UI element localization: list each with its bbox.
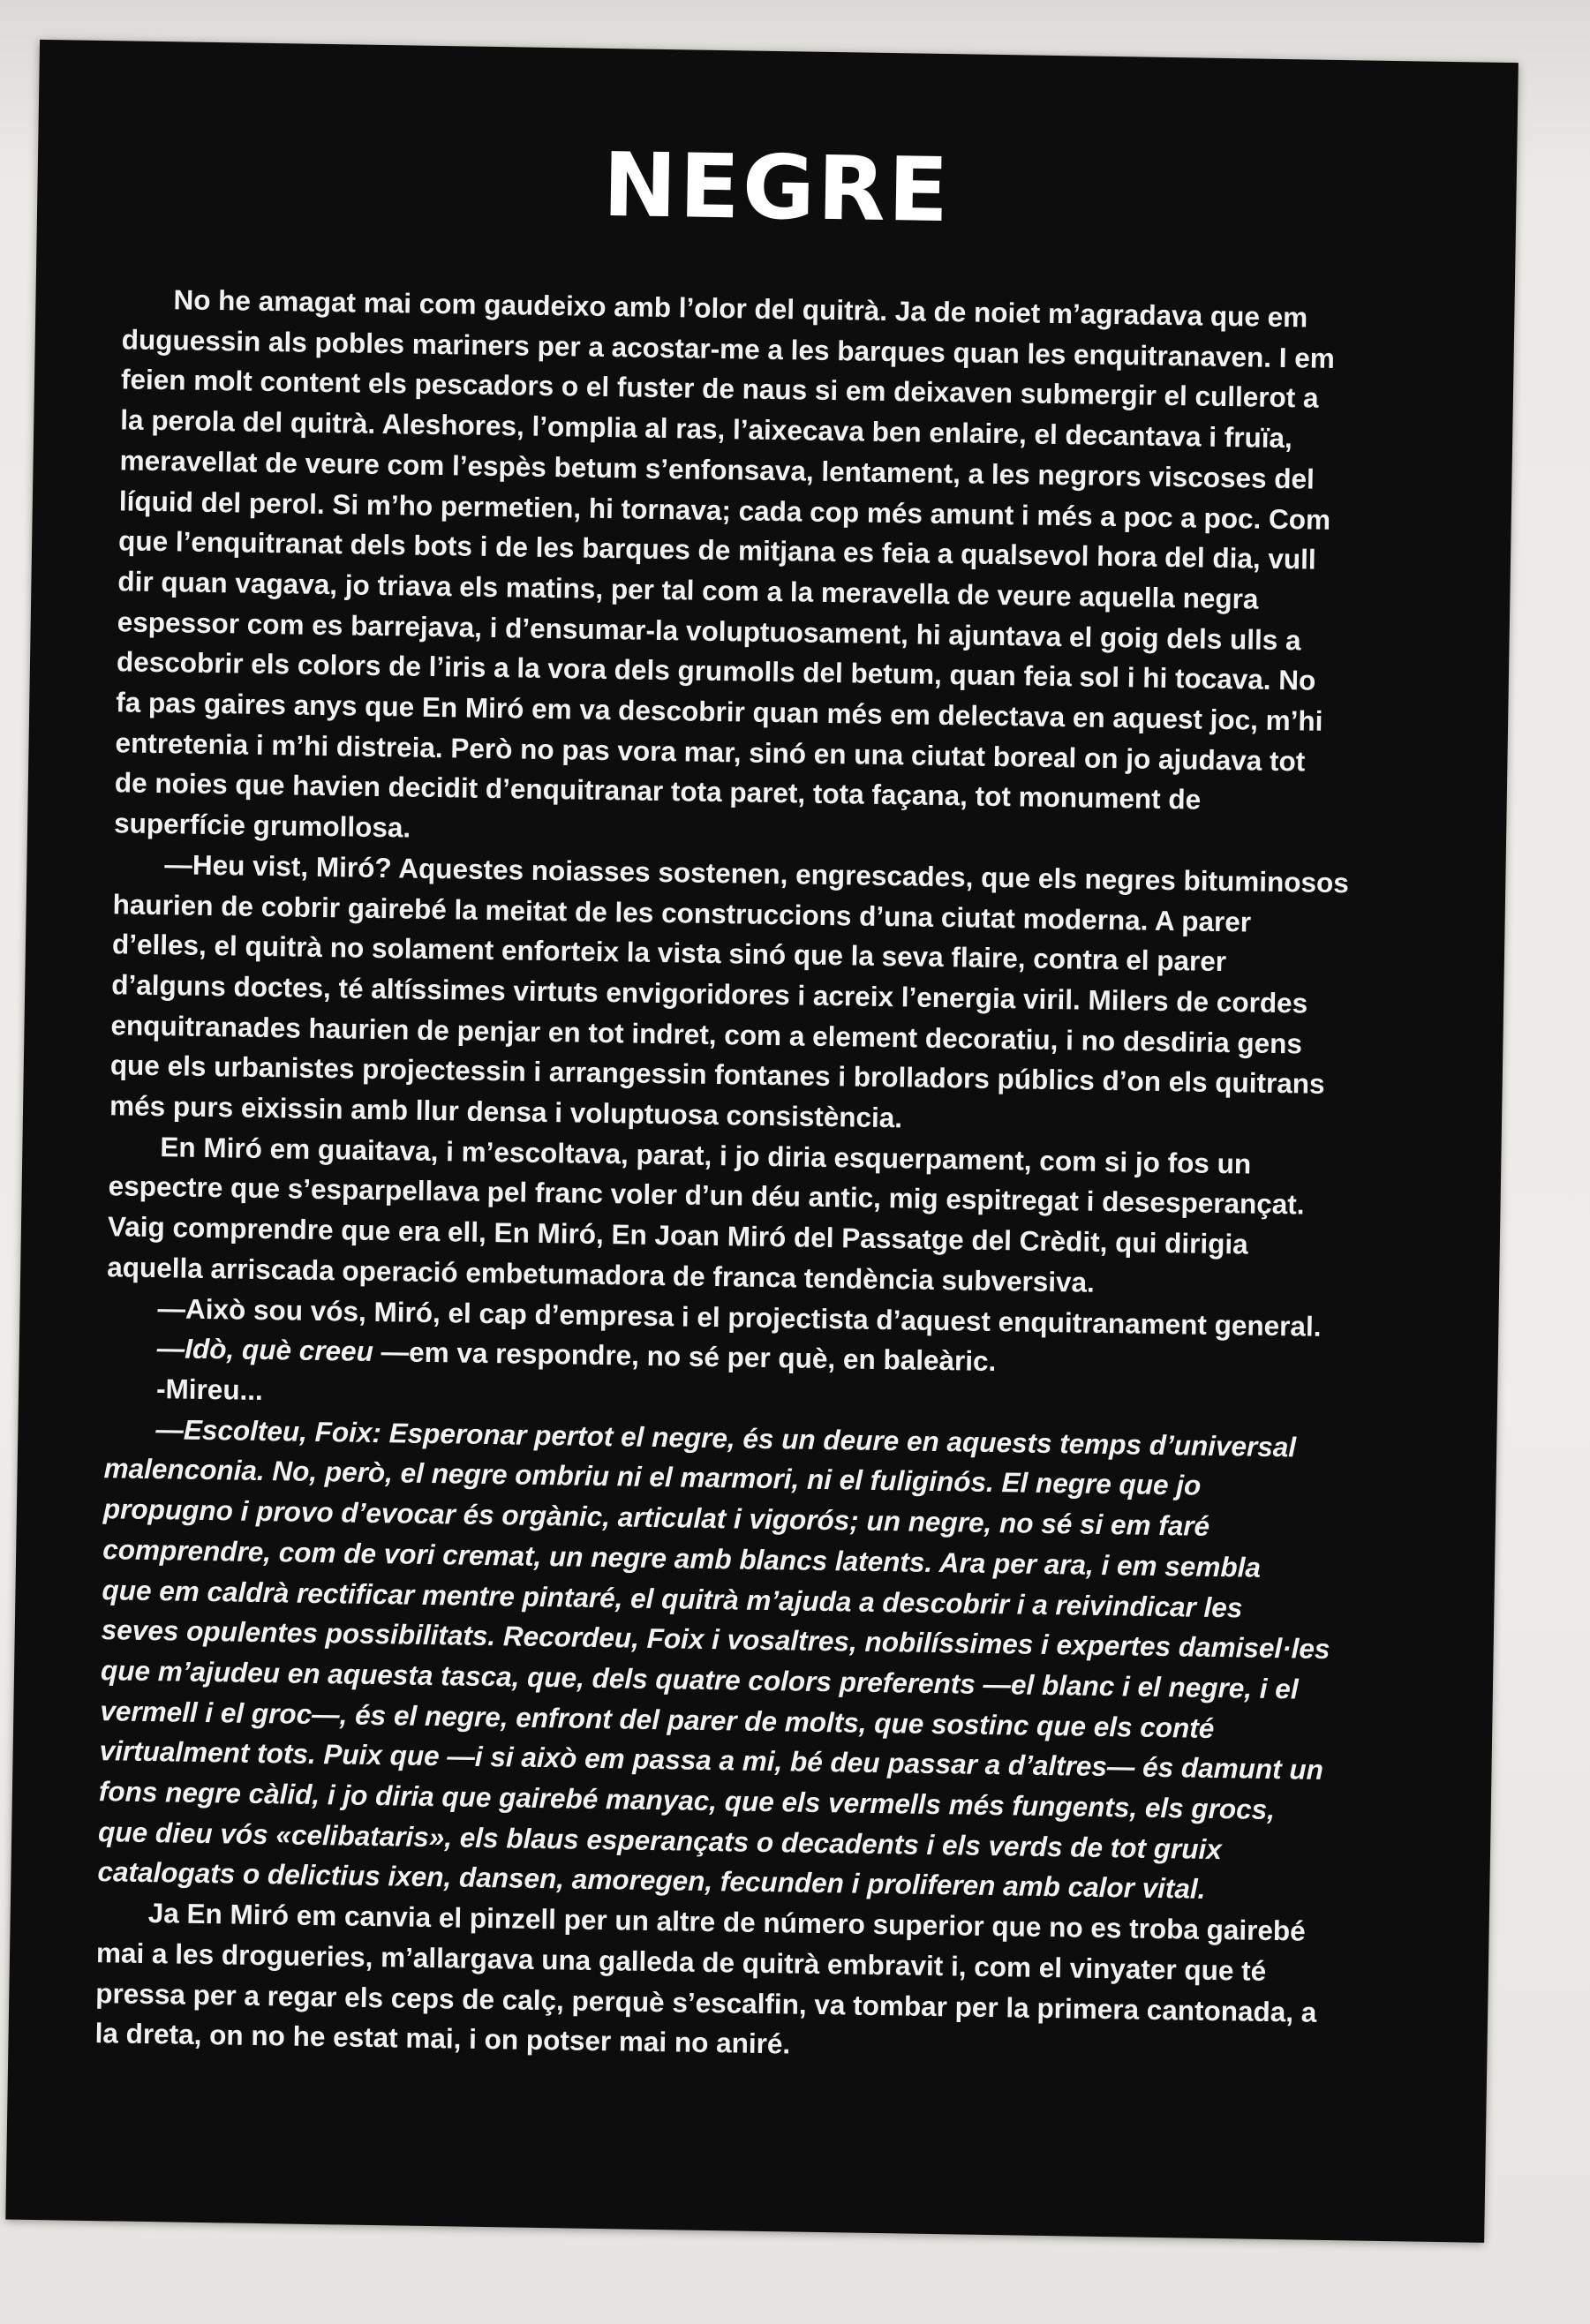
text-line: espessor com es barrejava, i d’ensumar-la voluptuosament, hi ajuntava el goig dels ulls a	[117, 605, 1301, 656]
dialogue-tail: —em va respondre, no sé per què, en baleàric.	[381, 1335, 997, 1378]
text-line: la perola del quitrà. Aleshores, l’omplia al ras, l’aixecava ben enlaire, el decantava i fruïa,	[120, 403, 1293, 455]
text-line: d’elles, el quitrà no solament enforteix la vista sinó que la seva flaire, contra el parer	[111, 928, 1227, 978]
text-line: de noies que havien decidit d’enquitranar tota paret, tota façana, tot monument de	[114, 766, 1202, 816]
text-line: aquella arriscada operació embetumadora de franca tendència subversiva.	[106, 1251, 1096, 1298]
text-line: descobrir els colors de l’iris a la vora dels grumolls del betum, quan feia sol i hi tocava. No	[116, 645, 1316, 696]
text-line: meravellat de veure com l’espès betum s’enfonsava, lentament, a les negrors viscoses del	[119, 444, 1315, 495]
text-line: fons negre càlid, i jo diria que gairebé manyac, que els vermells més fungents, els grocs,	[98, 1775, 1276, 1826]
text-line: En Miró em guaitava, i m’escoltava, parat, i jo diria esquerpament, com si jo fos un	[160, 1130, 1252, 1180]
text-line: entretenia i m’hi distreia. Però no pas vora mar, sinó en una ciutat boreal on jo ajudava tot	[115, 726, 1306, 778]
text-line: més purs eixissin amb llur densa i voluptuosa consistència.	[109, 1089, 903, 1134]
text-line: Ja En Miró em canvia el pinzell per un altre de número superior que no es troba gairebé	[147, 1897, 1307, 1947]
text-line: virtualment tots. Puix que —i si això em passa a mi, bé deu passar a d’altres— és damunt un	[99, 1734, 1324, 1786]
text-line: haurien de cobrir gairebé la meitat de les construccions d’una ciutat moderna. A parer	[112, 887, 1252, 938]
text-line: Vaig comprendre que era ell, En Miró, En Joan Miró del Passatge del Crèdit, qui dirigia	[107, 1210, 1248, 1260]
italic-phrase: —Idò, què creeu	[156, 1332, 374, 1368]
text-line: —Escolteu, Foix: Esperonar pertot el negre, és un deure en aquests temps d’universal	[155, 1412, 1297, 1463]
text-line: duguessin als pobles mariners per a acostar-me a les barques quan les enquitranaven. I em	[121, 323, 1336, 374]
text-line: que m’ajudeu en aquesta tasca, que, dels quatre colors preferents —el blanc i el negre, i el	[100, 1654, 1299, 1705]
text-line: dir quan vagava, jo triava els matins, per tal com a la meravella de veure aquella negra	[117, 565, 1259, 615]
text-line: líquid del perol. Si m’ho permetien, hi tornava; cada cop més amunt i més a poc a poc. Com	[118, 484, 1331, 536]
text-line: —Heu vist, Miró? Aquestes noiasses sostenen, engrescades, que els negres bituminosos	[164, 848, 1350, 899]
text-line: malenconia. No, però, el negre ombriu ni el marmori, ni el fuliginós. El negre que jo	[103, 1452, 1202, 1502]
text-line: pressa per a regar els ceps de calç, perquè s’escalfin, va tombar per la primera cantonada, a	[95, 1976, 1317, 2028]
page-title: NEGRE	[601, 132, 953, 243]
text-line: la dreta, on no he estat mai, i on potser mai no aniré.	[94, 2017, 791, 2060]
text-line: vermell i el groc—, és el negre, enfront del parer de molts, que sostinc que els conté	[100, 1694, 1215, 1744]
text-line: superfície grumollosa.	[113, 807, 411, 844]
text-line: fa pas gaires anys que En Miró em va descobrir quan més em delectava en aquest joc, m’hi	[116, 686, 1323, 737]
text-line: propugno i provo d’evocar és orgànic, articulat i vigorós; un negre, no sé si em faré	[102, 1493, 1210, 1542]
text-line: seves opulentes possibilitats. Recordeu, Foix i vosaltres, nobilíssimes i expertes damisel·les	[101, 1613, 1330, 1666]
text-line: que em caldrà rectificar mentre pintaré, el quitrà m’ajuda a descobrir i a reivindicar les	[102, 1573, 1243, 1623]
text-line: d’alguns doctes, té altíssimes virtuts envigoridores i acreix l’energia viril. Milers de cordes	[111, 968, 1308, 1019]
text-line: feien molt content els pescadors o el fuster de naus si em deixaven submergir el cullerot a	[120, 363, 1319, 415]
text-line: mai a les drogueries, m’allargava una galleda de quitrà embravit i, com el vinyater que té	[95, 1936, 1267, 1987]
text-line: -Mireu...	[155, 1373, 264, 1406]
text-line: catalogats o delictius ixen, dansen, amoregen, fecunden i proliferen amb calor vital.	[97, 1855, 1206, 1906]
text-line: espectre que s’esparpellava pel franc voler d’un déu antic, mig espitregat i desesperançat.	[108, 1170, 1305, 1221]
text-line: enquitranades haurien de penjar en tot indret, com a element decoratiu, i no desdiria gens	[110, 1008, 1303, 1060]
text-line: que l’enquitranat dels bots i de les barques de mitjana es feia a qualsevol hora del dia, vull	[117, 524, 1316, 575]
text-line: que els urbanistes projectessin i arrangessin fontanes i brolladors públics d’on els quitrans	[109, 1049, 1325, 1101]
text-line: comprendre, com de vori cremat, un negre amb blancs latents. Ara per ara, i em sembla	[102, 1532, 1262, 1583]
text-line: —Això sou vós, Miró, el cap d’empresa i el projectista d’aquest enquitranament general.	[157, 1291, 1322, 1343]
text-line: No he amagat mai com gaudeixo amb l’olor del quitrà. Ja de noiet m’agradava que em	[173, 283, 1308, 334]
text-line: que dieu vós «celibataris», els blaus esperançats o decadents i els verds de tot gruix	[97, 1815, 1223, 1865]
body-text	[94, 279, 1459, 2074]
black-panel	[5, 40, 1518, 2243]
